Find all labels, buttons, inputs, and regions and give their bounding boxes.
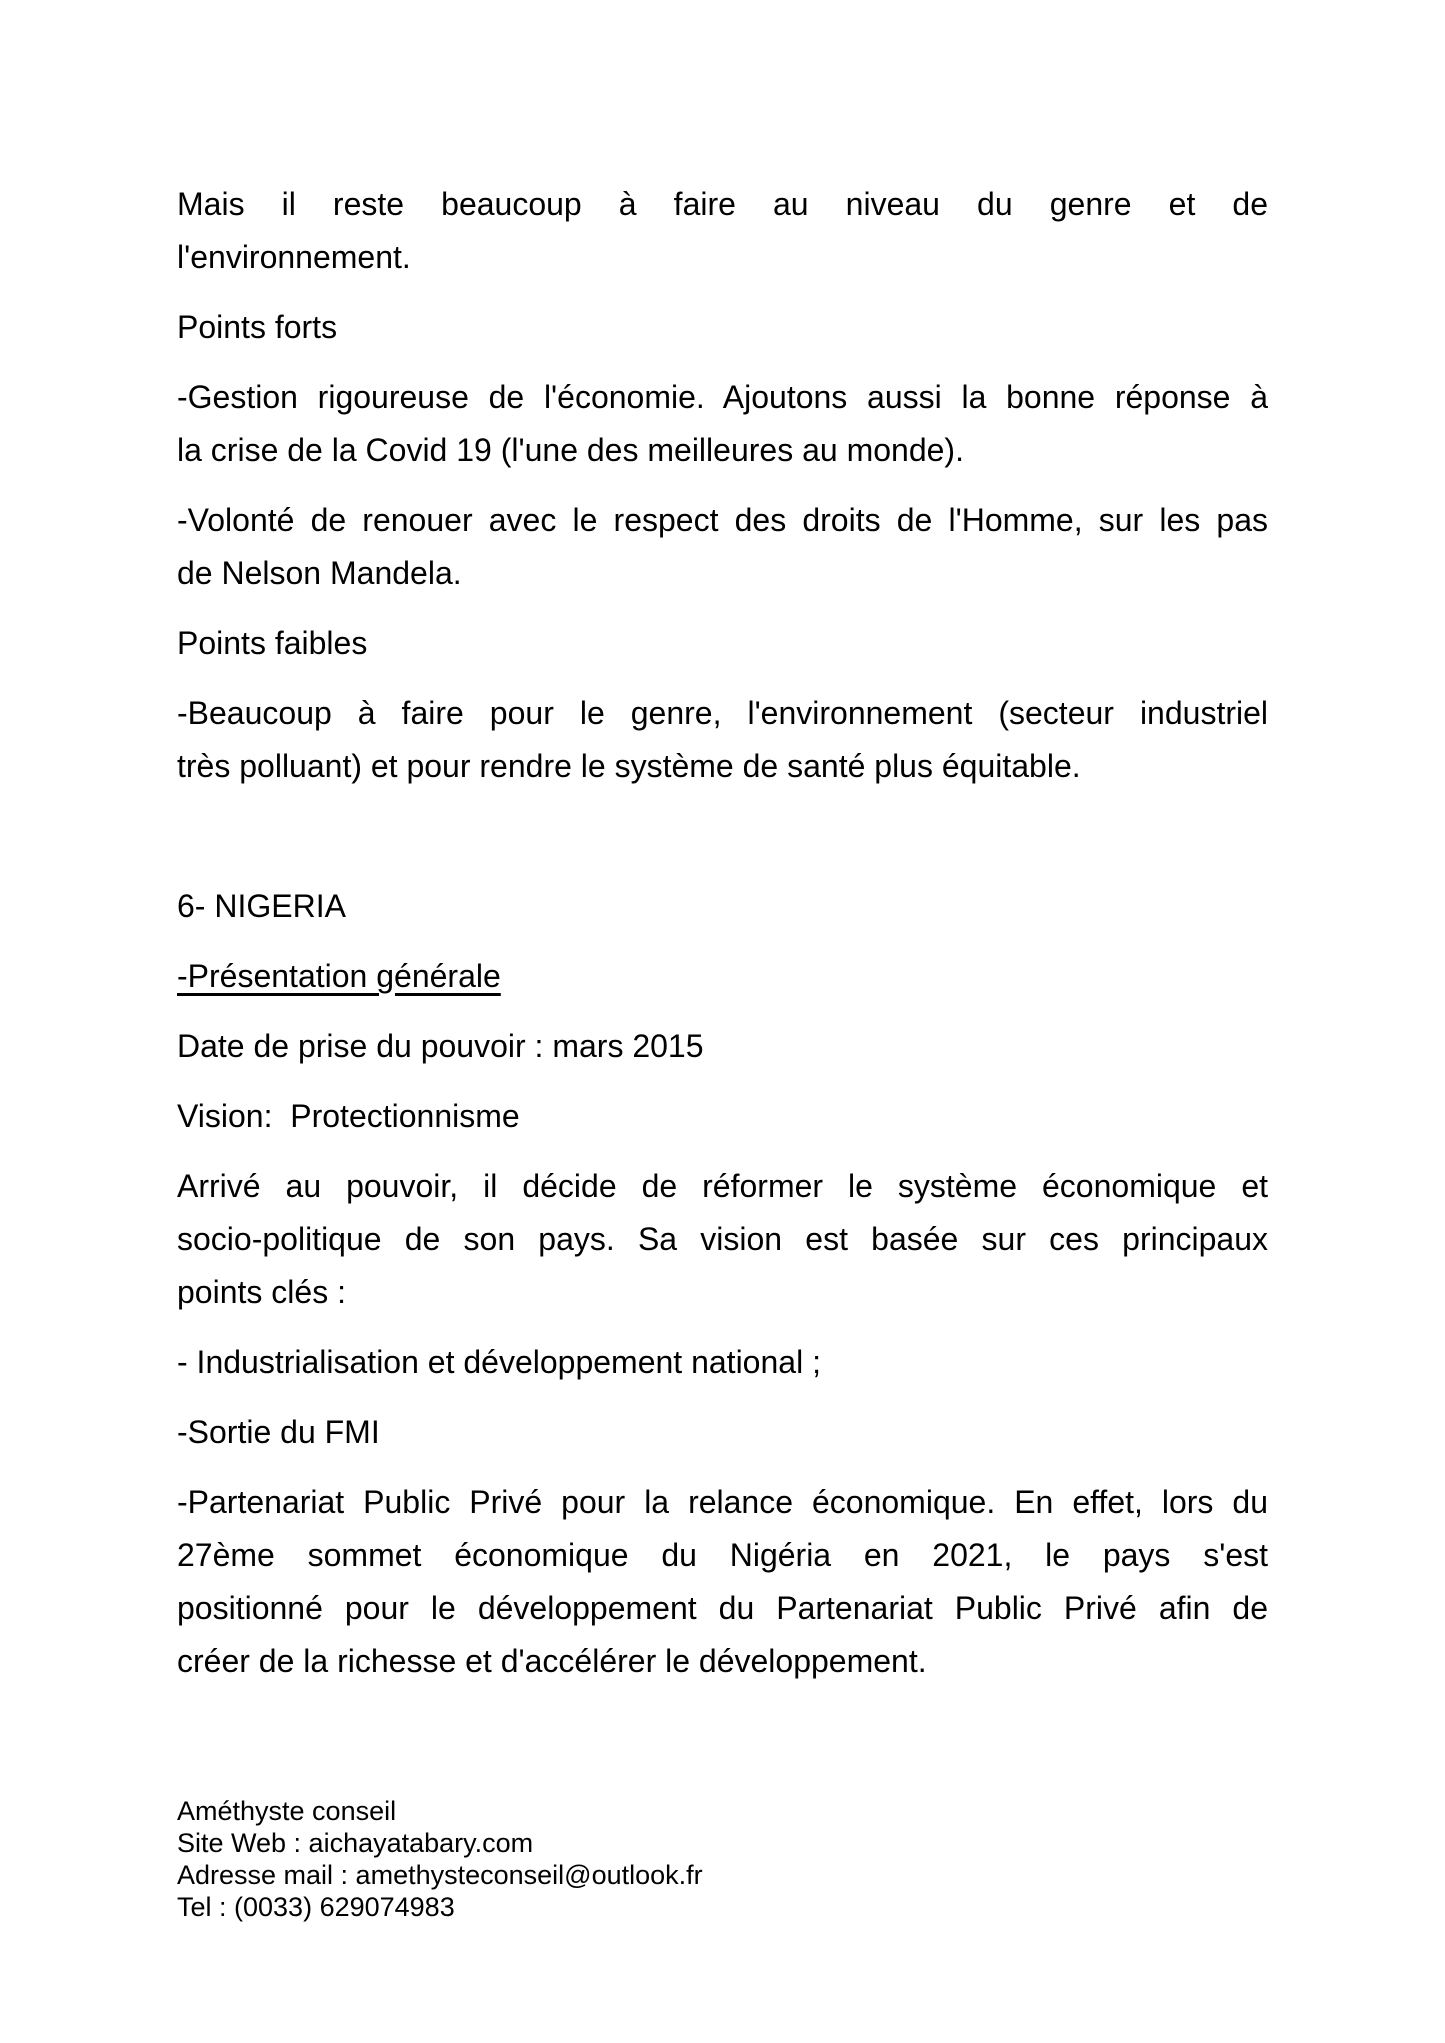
- footer-website: Site Web : aichayatabary.com: [177, 1828, 534, 1858]
- paragraph-vision: [177, 1090, 1268, 1143]
- text-line: -Partenariat Public Privé pour la relance économique. En effet, lors du: [177, 1484, 1268, 1520]
- text-line: -Sortie du FMI: [177, 1414, 380, 1450]
- text-line: 6- NIGERIA: [177, 888, 346, 924]
- paragraph-partenariat-public-prive: [177, 1476, 1268, 1688]
- text-line: [177, 810, 1268, 863]
- heading-points-forts: [177, 301, 1268, 354]
- text-line: -Gestion rigoureuse de l'économie. Ajoutons aussi la bonne réponse à: [177, 379, 1268, 415]
- paragraph-volonte-droits-homme: [177, 494, 1268, 600]
- text-line: de Nelson Mandela.: [177, 555, 462, 591]
- text-line: positionné pour le développement du Partenariat Public Privé afin de: [177, 1590, 1268, 1626]
- heading-presentation-generale: [177, 950, 1268, 1003]
- page-footer: [177, 1795, 703, 1923]
- paragraph-empty: [177, 810, 1268, 863]
- paragraph-beaucoup-a-faire: [177, 687, 1268, 793]
- document-body: [177, 178, 1268, 1705]
- heading-points-faibles: [177, 617, 1268, 670]
- paragraph-genre-environnement: [177, 178, 1268, 284]
- paragraph-date-prise-pouvoir: [177, 1020, 1268, 1073]
- paragraph-gestion-economie: [177, 371, 1268, 477]
- paragraph-industrialisation: [177, 1336, 1268, 1389]
- paragraph-sortie-fmi: [177, 1406, 1268, 1459]
- text-line: Mais il reste beaucoup à faire au niveau du genre et de: [177, 186, 1268, 222]
- heading-6-nigeria: [177, 880, 1268, 933]
- text-line: points clés :: [177, 1274, 346, 1310]
- text-line: 27ème sommet économique du Nigéria en 2021, le pays s'est: [177, 1537, 1268, 1573]
- text-line: Vision: Protectionnisme: [177, 1098, 520, 1134]
- text-line: Points forts: [177, 309, 338, 345]
- text-line: socio-politique de son pays. Sa vision est basée sur ces principaux: [177, 1221, 1268, 1257]
- text-line: Arrivé au pouvoir, il décide de réformer le système économique et: [177, 1168, 1268, 1204]
- text-line: -Volonté de renouer avec le respect des droits de l'Homme, sur les pas: [177, 502, 1268, 538]
- paragraph-arrive-au-pouvoir: [177, 1160, 1268, 1319]
- text-line: très polluant) et pour rendre le système de santé plus équitable.: [177, 748, 1081, 784]
- text-line: Points faibles: [177, 625, 368, 661]
- text-line: la crise de la Covid 19 (l'une des meilleures au monde).: [177, 432, 964, 468]
- footer-phone: Tel : (0033) 629074983: [177, 1892, 455, 1922]
- text-line: -Présentation générale: [177, 958, 501, 994]
- text-line: l'environnement.: [177, 239, 411, 275]
- footer-email: Adresse mail : amethysteconseil@outlook.fr: [177, 1860, 703, 1890]
- footer-company: Améthyste conseil: [177, 1796, 397, 1826]
- text-line: -Beaucoup à faire pour le genre, l'environnement (secteur industriel: [177, 695, 1268, 731]
- text-line: - Industrialisation et développement national ;: [177, 1344, 821, 1380]
- text-line: Date de prise du pouvoir : mars 2015: [177, 1028, 704, 1064]
- text-line: créer de la richesse et d'accélérer le développement.: [177, 1643, 927, 1679]
